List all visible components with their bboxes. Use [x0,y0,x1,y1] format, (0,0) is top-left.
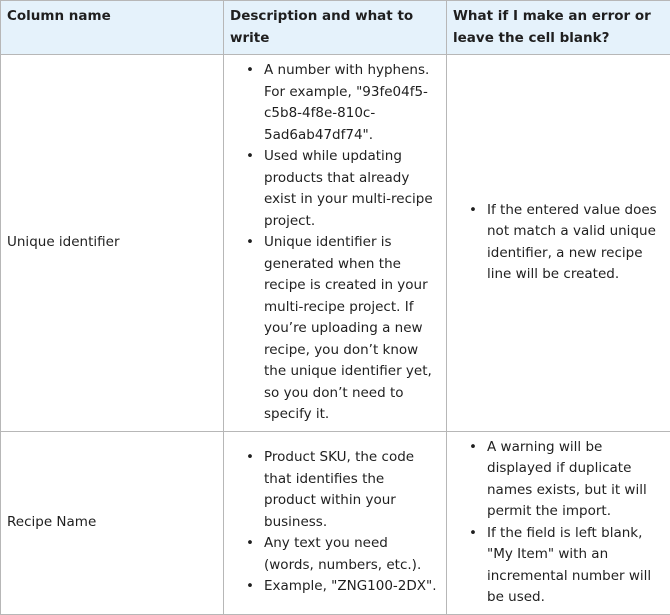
header-row [1,1,670,55]
table-row [1,431,670,614]
list-item: • Example, "ZNG100-2DX". [264,576,440,598]
list-item: • A warning will be displayed if duplicate names exists, but it will permit the import. [487,437,664,523]
list-item: • Any text you need (words, numbers, etc.). [264,533,440,576]
description-cell [224,431,447,614]
list-item: • Product SKU, the code that identifies the product within your business. [264,447,440,533]
list-item: • If the entered value does not match a valid unique identifier, a new recipe line will be created. [487,200,664,286]
list-item: • A number with hyphens. For example, "93fe04f5-c5b8-4f8e-810c-5ad6ab47df74". [264,60,440,146]
header-column-name: Column name [1,1,224,55]
error-cell [447,431,670,614]
error-list [453,200,664,286]
list-item: • Unique identifier is generated when the recipe is created in your multi-recipe project. If you’re uploading a new recipe, you don’t know the unique identifier yet, so you don’t need to specify it. [264,232,440,426]
description-cell [224,55,447,432]
description-list [230,447,440,598]
column-name-cell: Unique identifier [1,55,224,432]
error-list [453,437,664,609]
description-list [230,60,440,426]
header-description: Description and what to write [224,1,447,55]
list-item: • Used while updating products that already exist in your multi-recipe project. [264,146,440,232]
header-error-handling: What if I make an error or leave the cell blank? [447,1,670,55]
column-name-cell: Recipe Name [1,431,224,614]
list-item: • If the field is left blank, "My Item" with an incremental number will be used. [487,523,664,609]
error-cell [447,55,670,432]
table-row [1,55,670,432]
